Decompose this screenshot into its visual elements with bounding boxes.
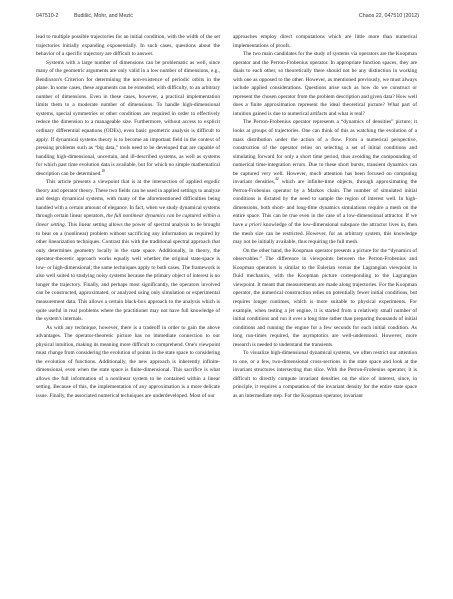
emphasis: a priori — [244, 222, 262, 229]
paragraph: The Perron-Frobenius operator represents a “dynamics of densities” picture; it looks at groups of trajectories. One can think of this as watching the evolution of a mass distribution under the action of a flow. From a numerical perspective, construction of the operator relies on selecting a set of initial conditions and simulating forward for only a short time period, thus avoiding the compounding of numerical time-integration errors. Due to these short bursts, transient dynamics can be captured very well. However, much attention has been focused on computing invariant densities,$^{42}$ which are infinite-time objects, through approximating the Perron-Frobenius operator by a Markov chain. The number of simulated initial conditions is dictated by the need to sample the region of interest well. In high-dimensions, both short- and long-time dynamics simulations require a mesh on the entire space. This can be true even in the case of a low-dimensional attractor. If we have a priori knowledge of the low-dimensional subspace the attractor lives in, then the mesh size can be restricted. However, for an arbitrary system, this knowledge may not be initially available, thus requiring the full mesh. — [233, 119, 418, 246]
paragraph: This article presents a viewpoint that is at the intersection of applied ergodic theory and operator theory. These two fields can be used in applied settings to analyze and design dynamical systems, with many of the aforementioned difficulties being handled with a certain amount of elegance. In fact, when we study dynamical systems through certain linear operators, the full nonlinear dynamics can be captured within a linear setting. This linear setting allows the power of spectral analysis to be brought to bear on a (nonlinear) problem without sacrificing any information as required by other linearization techniques. Contrast this with the traditional spectral approach that only determines geometry locally in the state space. Additionally, in theory, the operator-theoretic approach works equally well whether the original state-space is low- or high-dimensional; the same techniques apply to both cases. The framework is also well suited to studying noisy systems because the primary object of interest is no longer the trajectory. Finally, and perhaps most significantly, the operators involved can be constructed, approximated, or analyzed using only simulation or experimental measurement data. This allows a certain black-box approach to the analysis which is quite useful in real problems where the practitioner may not have full knowledge of the system's internals. — [36, 179, 221, 323]
paragraph: To visualize high-dimensional dynamical systems, we often restrict our attention to one, or a few, two-dimensional cross-sections in the state space and look at the invariant structures intersecting that slice. With the Perron-Frobenius operator, it is difficult to directly compute invariant densities on the slice of interest, since, in principle, it requires a computation of the invariant density for the entire state space as an intermediate step. For the Koopman operator, invariant — [233, 350, 417, 399]
page-id: 047510-2 — [36, 13, 59, 19]
running-header — [36, 13, 419, 22]
paragraph: On the other hand, the Koopman operator presents a picture for the “dynamics of observables.” The difference in viewpoints between the Perron-Frobenius and Koopman operators is similar to the Eulerian versus the Lagrangian viewpoint in fluid mechanics, with the Koopman picture corresponding to the Lagrangian viewpoint. It meant that measurements are made along trajectories. For the Koopman operator, the numerical construction relies on potentially fewer initial conditions, but requires longer runtimes, which is more suitable to physical experiments. For example, when testing a jet engine, it is started from a relatively small number of initial conditions and run it over a long time rather than preparing thousands of initial conditions and running the engine for a few seconds for each initial condition. As long run-times required, the asymptotics are well-understood. However, more research is needed to understand the transients. — [233, 247, 417, 348]
journal-ref: Chaos 22, 047510 (2012) — [358, 13, 419, 19]
citation: 42 — [275, 177, 279, 182]
right-column — [233, 33, 417, 401]
emphasis: the full nonlinear dynamics can be captured within a linear setting — [36, 213, 220, 229]
paragraph: approaches employ direct computations which are little more than numerical implementations of proofs. — [233, 34, 417, 49]
paragraph: Systems with a large number of dimensions can be problematic as well, since many of the geometric arguments are only valid in a low number of dimensions, e.g., Bendixson's Criterion for determining the non-existence of periodic orbits in the plane. In some cases, these arguments can be extended, with difficulty, to an arbitrary number of dimensions. Even in these cases, however, a practical implementation limits them to a moderate number of dimensions. To handle high-dimensional systems, special symmetries or other conditions are required in order to effectively reduce the dimension to a manageable size. Furthermore, without access to explicit ordinary differential equations (ODEs), even basic geometric analysis is difficult to apply. If dynamical systems theory is to become an important field in the context of pressing problems such as “big data,” tools need to be developed that are capable of handling high-dimensional, uncertain, and ill-described systems, as well as systems for which past time evolution data is available, but for which no simple mathematical description can be determined.$^{20}$ — [36, 59, 220, 177]
authors: Budišić, Mohr, and Mezić — [74, 13, 133, 19]
paragraph: lead to multiple possible trajectories for an initial condition, with the width of the set trajectories initially expanding exponentially. In such cases, questions about the behavior of a specific trajectory are difficult to answer. — [36, 34, 220, 58]
paragraph: The two main candidates for the study of systems via operators are the Koopman operator and the Perron-Frobenius operator. In appropriate function spaces, they are duals to each other, so theoretically there should not be any distinction in working with one as opposed to the other. However, as mentioned previously, we must always include applied considerations. Questions arise such as how do we construct or represent the chosen operator from the problem description and given data? How well does a finite approximation represent the ideal theoretical picture? What part of intuition gained is due to numerical artifacts and what is real? — [233, 51, 417, 117]
left-column — [36, 33, 220, 401]
citation: 20 — [101, 168, 106, 173]
paragraph: As with any technique, however, there is a tradeoff in order to gain the above advantages. The operator-theoretic picture has no immediate connection to our physical intuition, making its meaning more difficult to comprehend. One's viewpoint must change from considering the evolution of points in the state space to considering the evolution of functions. Additionally, the new approach is inherently infinite-dimensional, even when the state space is finite-dimensional. This sacrifice is what allows the full information of a nonlinear system to be contained within a linear setting. Because of this, the implementation of any approximation is a more delicate issue. Finally, the associated numerical techniques are underdeveloped. Most of our — [36, 324, 220, 399]
